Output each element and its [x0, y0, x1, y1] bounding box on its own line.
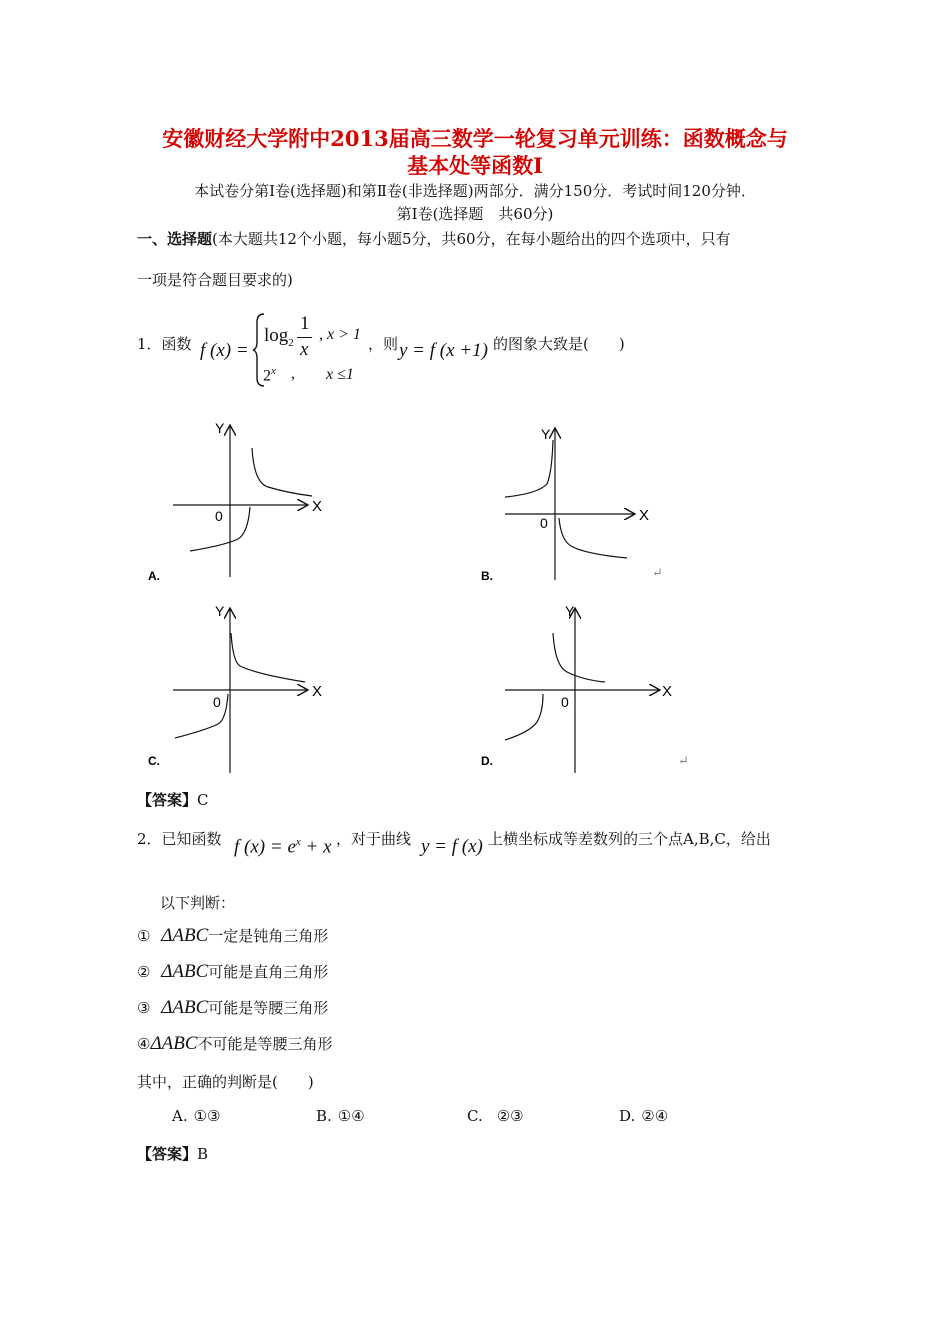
q2-tail: 上横坐标成等差数列的三个点A,B,C，给出 — [488, 830, 771, 848]
q1-piece1-log — [264, 325, 294, 349]
option-label: A. — [148, 569, 160, 583]
option-label: C. — [148, 754, 160, 768]
log-base: 2 — [288, 336, 294, 349]
answer-value: C — [197, 791, 209, 809]
curve-branch-left — [505, 440, 553, 497]
fx-text: f (x) = e — [234, 836, 296, 858]
item-text: 可能是等腰三角形 — [208, 999, 329, 1017]
fx-exp: x — [295, 836, 301, 848]
q1-piece2-expr — [263, 365, 276, 385]
curve-branch-right — [231, 633, 305, 682]
option-label: D. — [619, 1107, 636, 1125]
q1-answer — [137, 789, 209, 810]
q1-graph-c — [140, 598, 340, 778]
origin-label: 0 — [215, 508, 223, 524]
section1-desc1: (本大题共12个小题，每小题5分，共60分，在每小题给出的四个选项中，只有 — [212, 230, 731, 248]
y-axis-label: Y — [565, 603, 575, 619]
q1-fraction-den: x — [300, 339, 309, 360]
return-mark: ↵ — [652, 566, 663, 581]
y-axis-label: Y — [215, 420, 225, 436]
option-label: B. — [481, 569, 493, 583]
section1-desc — [137, 228, 731, 249]
item-text: 一定是钝角三角形 — [208, 927, 329, 945]
item-text: 不可能是等腰三角形 — [197, 1035, 333, 1053]
y-axis-label: Y — [541, 426, 551, 442]
return-mark: ↵ — [678, 754, 689, 769]
q1-then: ，则 — [368, 335, 399, 353]
item-mark: ② — [137, 963, 151, 981]
q1-yexpr: y = f (x +1) — [399, 340, 488, 361]
item-triangle: ΔABC — [161, 925, 209, 946]
answer-label: 【答案】 — [137, 791, 198, 809]
q1-fraction-bar — [297, 337, 312, 338]
item-mark: ④ — [137, 1035, 151, 1053]
piece2-base: 2 — [263, 367, 271, 385]
q1-graph-b — [475, 422, 675, 587]
q2-number: 2．已知函数 — [137, 830, 222, 848]
q2-answer — [137, 1143, 208, 1164]
log-text: log — [264, 325, 289, 346]
fx-tail: + x — [300, 836, 332, 858]
section1-heading: 一、选择题 — [137, 230, 213, 248]
q1-number: 1．函数 — [137, 335, 192, 353]
origin-label: 0 — [540, 515, 548, 531]
q1-ask: 的图象大致是( ) — [493, 335, 625, 353]
x-axis-label: X — [639, 507, 650, 524]
q2-option-d — [619, 1107, 668, 1125]
q2-fx — [234, 836, 332, 858]
q1-piece2-cond: x ≤1 — [326, 366, 354, 383]
q1-fx: f (x) = — [200, 340, 249, 361]
q2-line2: 以下判断： — [160, 894, 236, 912]
option-value: ①③ — [193, 1107, 221, 1125]
item-triangle: ΔABC — [161, 997, 209, 1018]
item-mark: ③ — [137, 999, 151, 1017]
q1-graph-a — [140, 415, 340, 590]
q1-piece1-cond: , x > 1 — [319, 326, 361, 343]
q1-graph-d — [475, 598, 685, 778]
option-value: ①④ — [337, 1107, 365, 1125]
option-label: D. — [481, 754, 493, 768]
q1-fraction-num: 1 — [300, 313, 310, 334]
q2-option-c — [467, 1107, 524, 1125]
origin-label: 0 — [213, 694, 221, 710]
answer-value: B — [197, 1145, 209, 1163]
x-axis-label: X — [312, 498, 323, 515]
q2-item-2 — [137, 961, 328, 983]
intro-line1: 本试卷分第Ⅰ卷(选择题)和第Ⅱ卷(非选择题)两部分．满分150分．考试时间120分钟． — [194, 182, 756, 200]
q2-curve: y = f (x) — [421, 836, 483, 857]
q2-item-1 — [137, 925, 328, 947]
q2-item-4 — [137, 1033, 333, 1055]
origin-label: 0 — [561, 694, 569, 710]
q2-question: 其中，正确的判断是( ) — [137, 1073, 314, 1091]
curve-branch-right — [559, 518, 627, 558]
section1-desc2: 一项是符合题目要求的) — [137, 271, 293, 289]
piece2-exp: x — [271, 365, 276, 377]
intro-line2: 第Ⅰ卷(选择题 共60分) — [396, 205, 554, 223]
item-triangle: ΔABC — [161, 961, 209, 982]
doc-title-line2: 基本处等函数I — [407, 153, 543, 178]
option-label: C. — [467, 1107, 483, 1125]
curve-branch-left — [505, 694, 543, 740]
doc-title-line1: 安徽财经大学附中2013届高三数学一轮复习单元训练：函数概念与 — [162, 126, 788, 151]
q2-option-b — [316, 1107, 365, 1125]
curve-branch-right — [252, 448, 312, 496]
item-triangle: ΔABC — [150, 1033, 198, 1054]
q2-option-a — [172, 1107, 221, 1125]
option-label: B. — [316, 1107, 332, 1125]
q2-item-3 — [137, 997, 328, 1019]
option-label: A. — [172, 1107, 188, 1125]
option-value: ②④ — [641, 1107, 669, 1125]
q1-piece2-comma: , — [291, 365, 295, 382]
x-axis-label: X — [312, 683, 323, 700]
item-mark: ① — [137, 927, 151, 945]
option-value: ②③ — [496, 1107, 524, 1125]
y-axis-label: Y — [215, 603, 225, 619]
answer-label: 【答案】 — [137, 1145, 198, 1163]
x-axis-label: X — [662, 683, 673, 700]
item-text: 可能是直角三角形 — [208, 963, 329, 981]
q2-mid: ，对于曲线 — [336, 830, 412, 848]
curve-branch-right — [553, 633, 605, 682]
